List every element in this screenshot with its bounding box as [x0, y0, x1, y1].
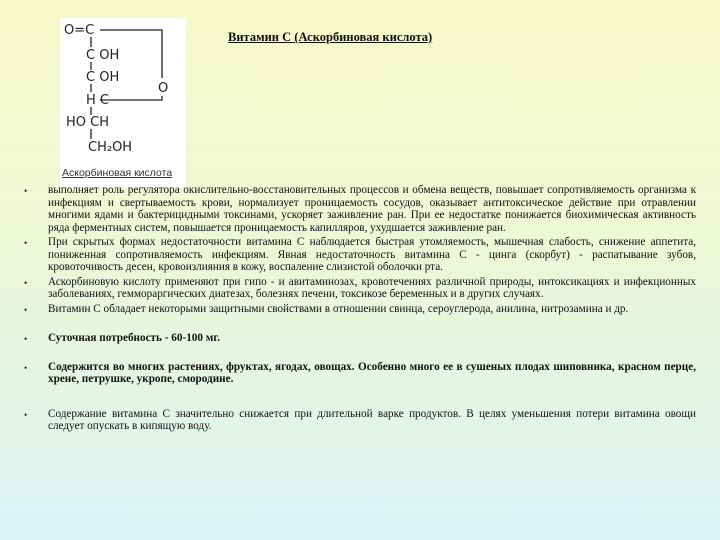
bullet-dot: •	[24, 277, 28, 288]
list-item	[24, 332, 696, 345]
formula-diagram	[60, 18, 186, 168]
page-title: Витамин С (Аскорбиновая кислота)	[228, 30, 433, 44]
list-item	[24, 408, 696, 433]
bullet-text: Аскорбиновую кислоту применяют при гипо - и авитаминозах, кровотечениях различной природы, интоксикациях и инфекционных заболеваниях, геммораргических диатезах, болезнях печени, токсикозе беременных и в других случаях.	[48, 275, 696, 300]
bullet-text: При скрытых формах недостаточности витамина С наблюдается быстрая утомляемость, мышечная слабость, снижение аппетита, пониженная сопротивляемость инфекциям. Явная недостаточность витамина С - цинга (скорбут) - распатывание зубов, кровоточивость десен, кровоизлияния в кожу, воспаление слизистой оболочки рта.	[48, 236, 696, 273]
bullet-dot: •	[24, 304, 28, 315]
formula-row-1: O=C	[64, 23, 95, 38]
formula-row-3: C OH	[86, 70, 120, 85]
bullet-text: Витамин С обладает некоторыми защитными свойствами в отношении свинца, сероуглерода, анилина, нитрозамина и др.	[48, 302, 629, 315]
list-item	[24, 236, 696, 274]
bullet-dot: •	[24, 334, 28, 344]
bullet-text-daily-need: Суточная потребность - 60-100 мг.	[48, 332, 221, 344]
bullet-dot: •	[24, 362, 28, 373]
bullet-text-sources: Содержится во многих растениях, фруктах, ягодах, овощах. Особенно много ее в сушеных плодах шиповника, красном перце, хрене, петрушке, укропе, смородине.	[48, 360, 696, 385]
bullet-list	[24, 184, 696, 433]
list-item	[24, 276, 696, 301]
bullet-dot: •	[24, 238, 28, 248]
list-item	[24, 184, 696, 234]
bullet-dot: •	[24, 186, 28, 196]
bullet-text: Содержание витамина С значительно снижается при длительной варке продуктов. В целях уменьшения потери витамина овощи следует опускать в кипящую воду.	[48, 407, 696, 432]
formula-row-2: C OH	[86, 48, 120, 63]
formula-ring-oxygen: O	[158, 81, 169, 96]
bullet-text: выполняет роль регулятора окислительно-восстановительных процессов и обмена веществ, повышает сопротивляемость организма к инфекциям и свертываемость крови, нормализует проницаемость сосудов, оказывает антитоксическое действие при отравлении многими ядами и бактерицидными токсинами, ускоряет заживление ран. При ее недостатке понижается биохимическая активность ряда ферментных систем, повышается проницаемость капилляров, ухудшается заживление ран.	[48, 184, 696, 234]
formula-row-6: CH₂OH	[88, 140, 133, 155]
formula-row-4: H C	[86, 93, 109, 108]
formula-caption: Аскорбиновая кислота	[62, 167, 173, 179]
list-item	[24, 303, 696, 316]
bullet-dot: •	[24, 409, 28, 420]
formula-row-5: HO CH	[66, 115, 109, 130]
list-item	[24, 361, 696, 386]
ascorbic-acid-structural-formula	[60, 18, 186, 188]
